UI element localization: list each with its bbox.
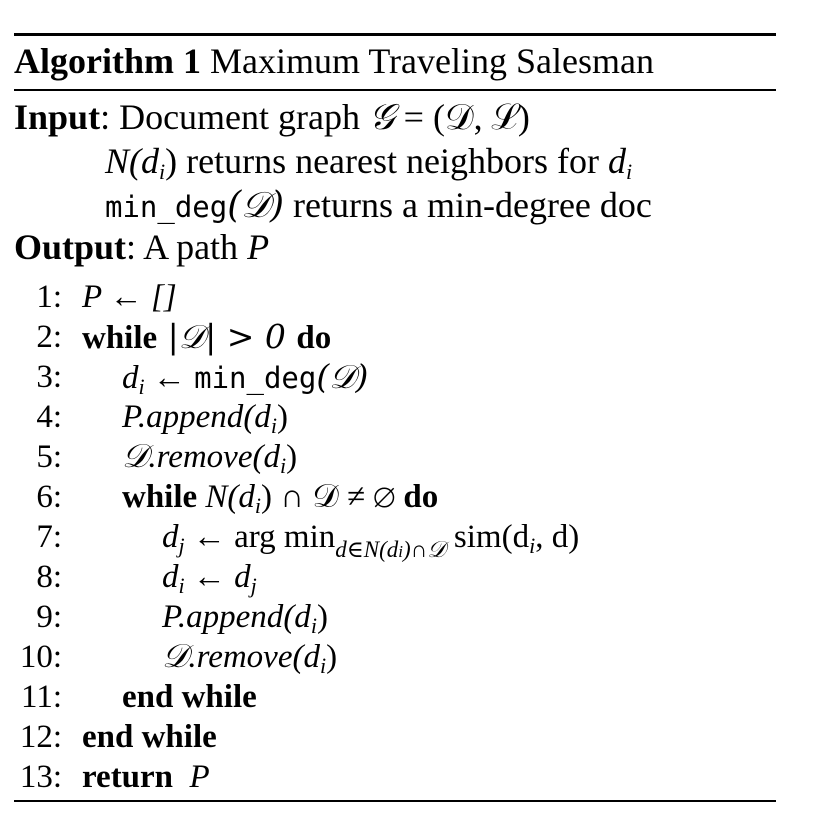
inner-cond-a: N(d xyxy=(197,479,255,515)
remove-open: (d xyxy=(292,639,320,675)
input-line-neighbors xyxy=(105,139,632,183)
append-open: (d xyxy=(283,599,311,635)
line-number: 1: xyxy=(36,279,62,315)
header-rule xyxy=(14,89,776,91)
algorithm-label: Algorithm 1 xyxy=(14,41,201,81)
mindeg-text: returns a min-degree doc xyxy=(284,185,652,225)
algorithm-title xyxy=(14,37,654,85)
neighbor-var-sub: i xyxy=(625,159,633,184)
keyword-while: while xyxy=(82,320,158,356)
argmin-sub-a: d∈N(d xyxy=(335,537,399,562)
argmin-subscript xyxy=(335,537,445,562)
var-sub: i xyxy=(178,573,185,598)
var-d: d xyxy=(122,360,139,396)
sim-func: sim(d xyxy=(445,519,530,555)
line-code xyxy=(82,757,210,797)
input-text: : Document graph xyxy=(100,97,369,137)
line-code xyxy=(122,437,297,477)
line-code xyxy=(122,477,438,517)
input-label: Input xyxy=(14,97,101,137)
line-code xyxy=(82,317,331,358)
append-sub: i xyxy=(270,413,277,438)
graph-definition: = (𝒟, ℒ) xyxy=(394,97,530,137)
line-code xyxy=(162,517,580,562)
return-var: P xyxy=(189,759,210,795)
var-sub-j: j xyxy=(250,573,257,598)
bottom-rule xyxy=(14,800,776,802)
line-number: 7: xyxy=(36,519,62,555)
remove-call: 𝒟.remove xyxy=(122,439,253,475)
graph-symbol: 𝒢 xyxy=(369,97,395,138)
mindeg-call: min_deg xyxy=(194,361,317,395)
line-number: 10: xyxy=(19,639,62,675)
remove-close: ) xyxy=(326,639,338,675)
mindeg-call-arg: (𝒟) xyxy=(316,357,369,396)
line-number: 5: xyxy=(36,439,62,475)
top-rule xyxy=(14,33,776,36)
output-var: P xyxy=(247,227,270,267)
line-number: 4: xyxy=(36,399,62,435)
append-call: P.append xyxy=(162,599,284,635)
argmin-sub-i: i xyxy=(398,542,404,561)
inner-cond-b: ) ∩ 𝒟 ≠ ∅ xyxy=(261,479,404,515)
remove-sub: i xyxy=(319,653,327,678)
append-close: ) xyxy=(316,599,328,635)
keyword-do: do xyxy=(403,479,439,515)
remove-close: ) xyxy=(286,439,298,475)
line-number: 3: xyxy=(36,359,62,395)
var-d: d xyxy=(162,559,179,595)
while-condition: |𝒟| > 0 xyxy=(157,317,297,356)
neighbor-sub: i xyxy=(159,159,166,184)
line-code: P ← [] xyxy=(82,279,177,315)
var-d: d xyxy=(162,519,179,555)
line-code xyxy=(162,557,257,597)
line-code xyxy=(162,597,328,637)
output-text: : A path xyxy=(126,227,248,267)
keyword-do: do xyxy=(296,320,332,356)
append-call: P.append xyxy=(122,399,244,435)
line-number: 6: xyxy=(36,479,62,515)
sim-end: , d) xyxy=(535,519,580,555)
remove-sub: i xyxy=(279,453,287,478)
argmin-op: ← arg min xyxy=(184,519,336,555)
line-code xyxy=(122,357,368,398)
algorithm-block xyxy=(14,33,776,803)
neighbor-text: ) returns nearest neighbors for xyxy=(165,141,608,181)
mindeg-func: min_deg xyxy=(105,190,228,224)
keyword-while: while xyxy=(122,479,198,515)
line-number: 12: xyxy=(19,719,62,755)
line-number: 11: xyxy=(21,679,62,715)
keyword-end-while: end while xyxy=(122,679,257,715)
argmin-sub-end: )∩𝒟 xyxy=(403,537,446,562)
assign-arrow: ← xyxy=(144,360,195,396)
append-open: (d xyxy=(243,399,271,435)
neighbor-var: d xyxy=(607,141,626,181)
input-line xyxy=(14,95,530,140)
mindeg-arg: (𝒟) xyxy=(227,185,285,226)
assign-arrow: ← d xyxy=(184,559,251,595)
append-close: ) xyxy=(276,399,288,435)
line-number: 2: xyxy=(36,319,62,355)
neighbor-func: N(d xyxy=(105,141,159,181)
sim-sub: i xyxy=(529,533,536,558)
inner-cond-sub: i xyxy=(254,493,262,518)
keyword-return: return xyxy=(82,759,174,795)
var-sub: j xyxy=(178,533,185,558)
remove-open: (d xyxy=(252,439,280,475)
line-number: 9: xyxy=(36,599,62,635)
output-label: Output xyxy=(14,227,127,267)
remove-call: 𝒟.remove xyxy=(162,639,293,675)
line-number: 8: xyxy=(36,559,62,595)
line-number: 13: xyxy=(19,759,62,795)
var-sub: i xyxy=(138,374,145,399)
line-code xyxy=(162,637,337,677)
append-sub: i xyxy=(310,613,317,638)
output-line xyxy=(14,225,269,269)
algorithm-name: Maximum Traveling Salesman xyxy=(209,41,654,81)
keyword-end-while: end while xyxy=(82,719,217,755)
input-line-mindeg xyxy=(105,183,652,229)
line-code xyxy=(122,397,288,437)
